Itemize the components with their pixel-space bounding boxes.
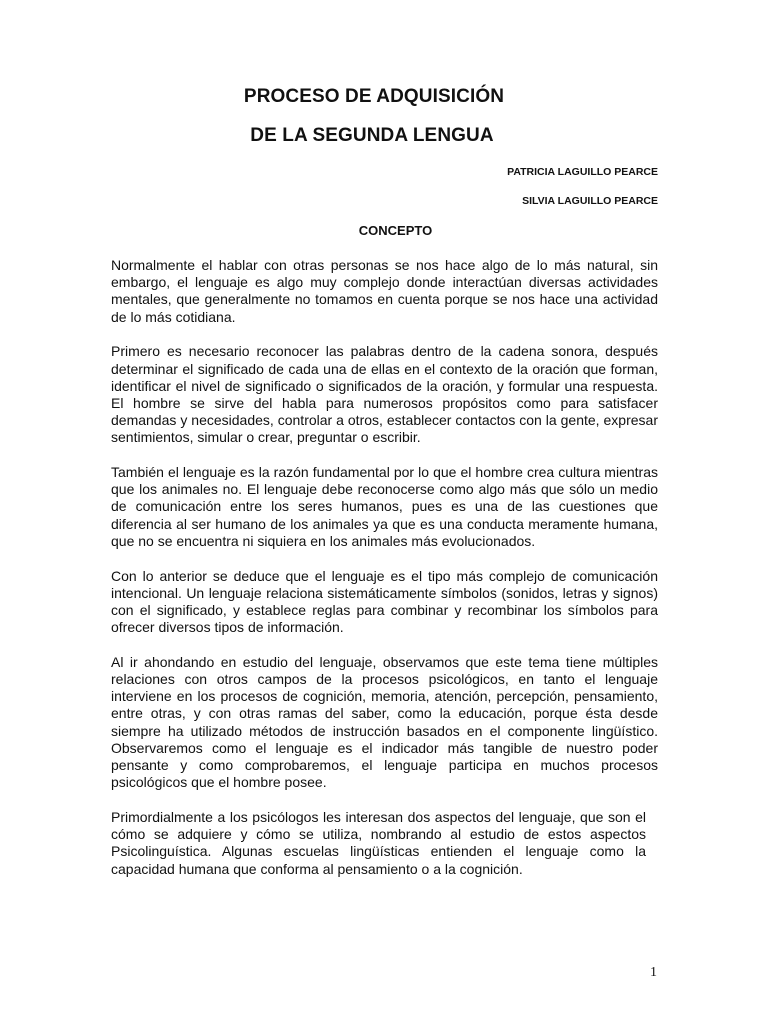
document-title-line-1: PROCESO DE ADQUISICIÓN: [243, 86, 505, 107]
paragraph: Al ir ahondando en estudio del lenguaje, observamos que este tema tiene múltiples relaciones con otros campos de la procesos psicológicos, en tanto el lenguaje interviene en los procesos de cognición, memoria, atención, percepción, pensamiento, entre otras, y con otras ramas del saber, como la educación, porque ésta desde siempre ha utilizado métodos de instrucción basados en el componente lingüístico. Observaremos como el lenguaje es el indicador más tangible de nuestro poder pensante y como comprobaremos, el lenguaje participa en muchos procesos psicológicos que el hombre posee.: [111, 653, 658, 791]
section-heading: CONCEPTO: [358, 223, 433, 238]
paragraph: También el lenguaje es la razón fundamental por lo que el hombre crea cultura mientras que los animales no. El lenguaje debe reconocerse como algo más que sólo un medio de comunicación entre los seres humanos, pues es una de las cuestiones que diferencia al ser humano de los animales ya que es una conducta meramente humana, que no se encuentra ni siquiera en los animales más evolucionados.: [111, 464, 658, 549]
paragraph: Normalmente el hablar con otras personas se nos hace algo de lo más natural, sin embargo, el lenguaje es algo muy complejo donde interactúan diversas actividades mentales, que generalmente no tomamos en cuenta porque se nos hace una actividad de lo más cotidiana.: [111, 257, 658, 325]
page-number: 1: [650, 965, 657, 980]
document-body: [111, 257, 658, 895]
document-title-line-2: DE LA SEGUNDA LENGUA: [250, 125, 494, 146]
paragraph: Primordialmente a los psicólogos les interesan dos aspectos del lenguaje, que son el cómo se adquiere y cómo se utiliza, nombrando al estudio de estos aspectos Psicolinguística. Algunas escuelas lingüísticas entienden el lenguaje como la capacidad humana que conforma al pensamiento o a la cognición.: [111, 808, 646, 877]
author-name: PATRICIA LAGUILLO PEARCE: [507, 166, 658, 178]
paragraph: Con lo anterior se deduce que el lenguaje es el tipo más complejo de comunicación intencional. Un lenguaje relaciona sistemáticamente símbolos (sonidos, letras y signos) con el significado, y establece reglas para combinar y recombinar los símbolos para ofrecer diversos tipos de información.: [111, 567, 658, 636]
paragraph: Primero es necesario reconocer las palabras dentro de la cadena sonora, después determinar el significado de cada una de ellas en el contexto de la oración que forman, identificar el nivel de significado o significados de la oración, y formular una respuesta. El hombre se sirve del habla para numerosos propósitos como para satisfacer demandas y necesidades, controlar a otros, establecer contactos con la gente, expresar sentimientos, simular o crear, preguntar o escribir.: [111, 343, 658, 446]
author-name: SILVIA LAGUILLO PEARCE: [522, 195, 658, 207]
